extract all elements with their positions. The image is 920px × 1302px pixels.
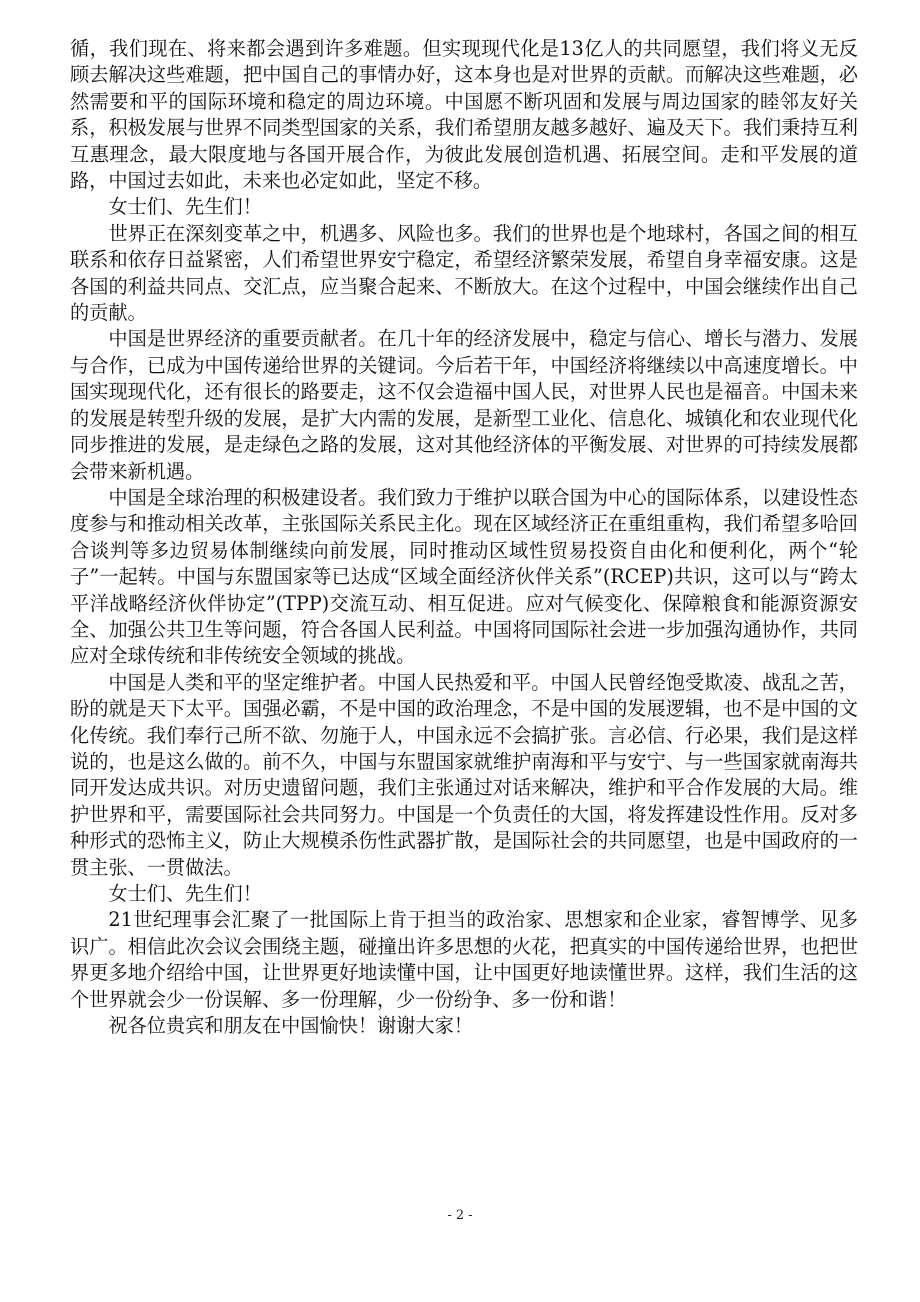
- paragraph-economy-contributor: 中国是世界经济的重要贡献者。在几十年的经济发展中，稳定与信心、增长与潜力、发展与合作，已成为中国传递给世界的关键词。今后若干年，中国经济将继续以中高速度增长。中国实现现代化，还有很长的路要走，这不仅会造福中国人民，对世界人民也是福音。中国未来的发展是转型升级的发展，是扩大内需的发展，是新型工业化、信息化、城镇化和农业现代化同步推进的发展，是走绿色之路的发展，这对其他经济体的平衡发展、对世界的可持续发展都会带来新机遇。: [70, 327, 858, 483]
- salutation-2: 女士们、先生们！: [108, 882, 262, 905]
- paragraph-continuation: 循，我们现在、将来都会遇到许多难题。但实现现代化是13亿人的共同愿望，我们将义无反顾去解决这些难题，把中国自己的事情办好，这本身也是对世界的贡献。而解决这些难题，必然需要和平的国际环境和稳定的周边环境。中国愿不断巩固和发展与周边国家的睦邻友好关系，积极发展与世界不同类型国家的关系，我们希望朋友越多越好、遍及天下。我们秉持互利互惠理念，最大限度地与各国开展合作，为彼此发展创造机遇、拓展空间。走和平发展的道路，中国过去如此，未来也必定如此，坚定不移。: [70, 37, 858, 193]
- paragraph-world-change: 世界正在深刻变革之中，机遇多、风险也多。我们的世界也是个地球村，各国之间的相互联系和依存日益紧密，人们希望世界安宁稳定，希望经济繁荣发展，希望自身幸福安康。这是各国的利益共同点、交汇点，应当聚合起来、不断放大。在这个过程中，中国会继续作出自己的贡献。: [70, 221, 858, 325]
- paragraph-global-governance: 中国是全球治理的积极建设者。我们致力于维护以联合国为中心的国际体系，以建设性态度参与和推动相关改革，主张国际关系民主化。现在区域经济正在重组重构，我们希望多哈回合谈判等多边贸易体制继续向前发展，同时推动区域性贸易投资自由化和便利化，两个“轮子”一起转。中国与东盟国家等已达成“区域全面经济伙伴关系”(RCEP)共识，这可以与“跨太平洋战略经济伙伴协定”(TPP)交流互动、相互促进。应对气候变化、保障粮食和能源资源安全、加强公共卫生等问题，符合各国人民利益。中国将同国际社会进一步加强沟通协作，共同应对全球传统和非传统安全领域的挑战。: [70, 485, 858, 668]
- paragraph-21st-century-council: 21世纪理事会汇聚了一批国际上肯于担当的政治家、思想家和企业家，睿智博学、见多识广。相信此次会议会围绕主题，碰撞出许多思想的火花，把真实的中国传递给世界，也把世界更多地介绍给中国，让世界更好地读懂中国，让中国更好地读懂世界。这样，我们生活的这个世界就会少一份误解、多一份理解，少一份纷争、多一份和谐！: [70, 908, 858, 1011]
- salutation-1: 女士们、先生们！: [108, 195, 262, 219]
- page-number: - 2 -: [447, 1208, 473, 1223]
- document-body: [70, 36, 858, 1039]
- closing-remarks: 祝各位贵宾和朋友在中国愉快！谢谢大家！: [108, 1014, 473, 1038]
- paragraph-peace-defender: 中国是人类和平的坚定维护者。中国人民热爱和平。中国人民曾经饱受欺凌、战乱之苦，盼的就是天下太平。国强必霸，不是中国的政治理念，不是中国的发展逻辑，也不是中国的文化传统。我们奉行己所不欲、勿施于人，中国永远不会搞扩张。言必信、行必果，我们是这样说的，也是这么做的。前不久，中国与东盟国家就维护南海和平与安宁、与一些国家就南海共同开发达成共识。对历史遗留问题，我们主张通过对话来解决，维护和平合作发展的大局。维护世界和平，需要国际社会共同努力。中国是一个负责任的大国，将发挥建设性作用。反对多种形式的恐怖主义，防止大规模杀伤性武器扩散，是国际社会的共同愿望，也是中国政府的一贯主张、一贯做法。: [70, 670, 858, 879]
